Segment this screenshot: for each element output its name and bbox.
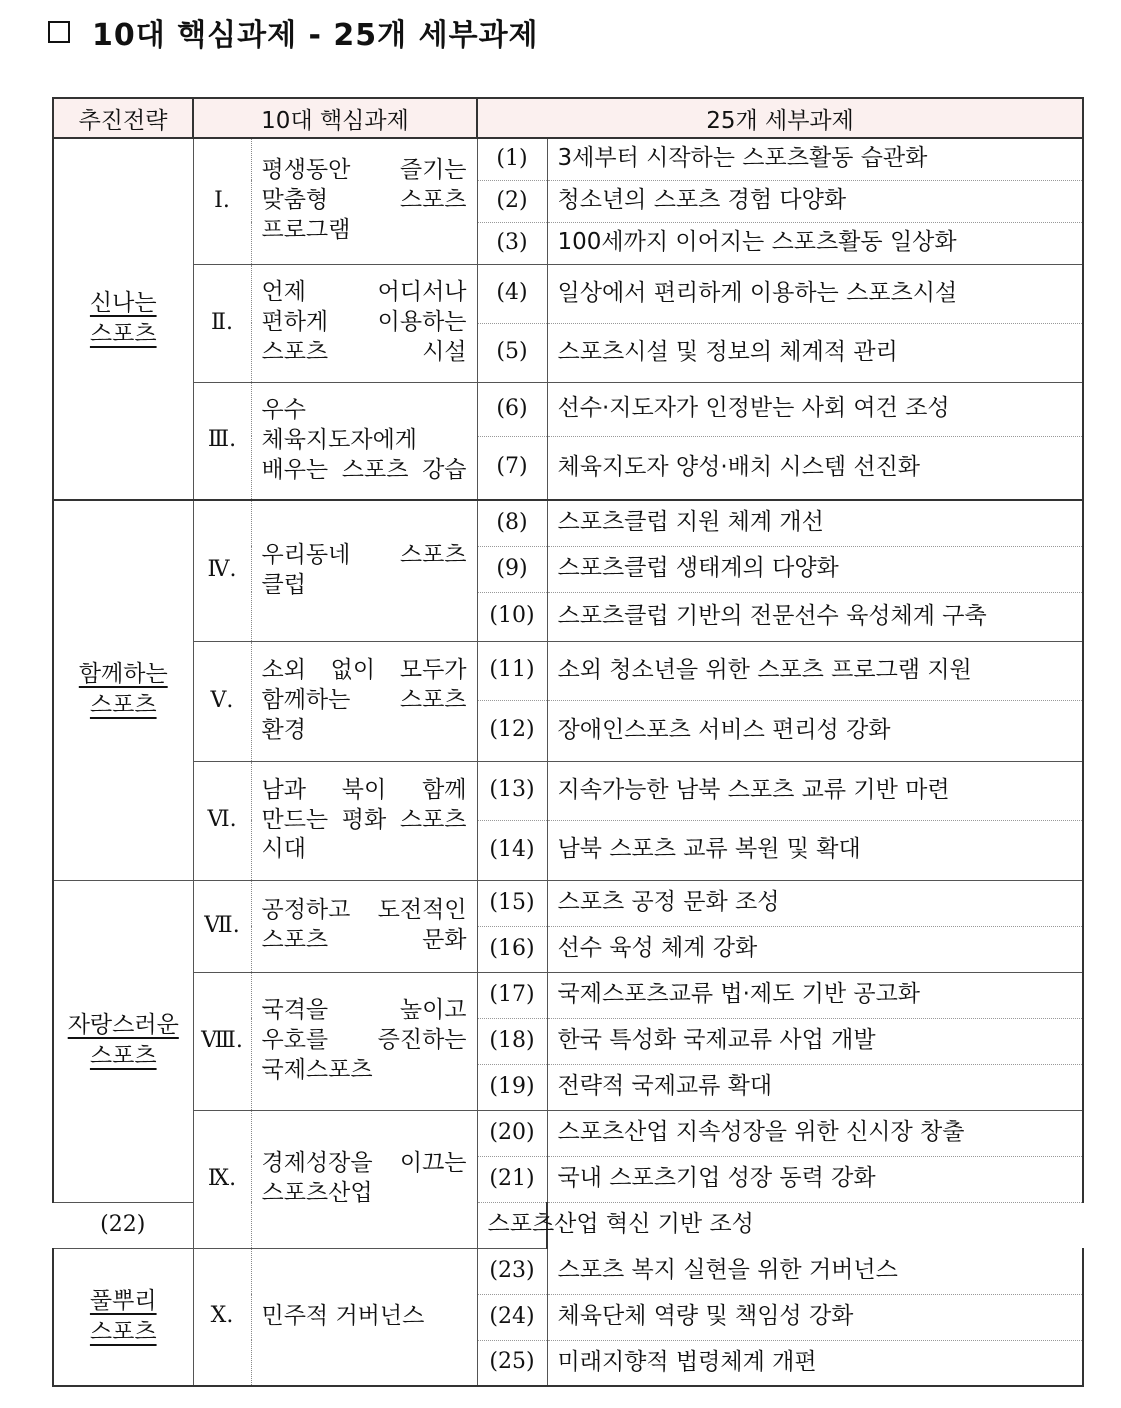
header-sub: 25개 세부과제 [477, 98, 1083, 138]
sub-num: (2) [477, 180, 547, 222]
sub-num: (13) [477, 761, 547, 820]
sub-num: (10) [477, 592, 547, 641]
sub-task: 소외 청소년을 위한 스포츠 프로그램 지원 [547, 641, 1083, 700]
sub-task: 스포츠 공정 문화 조성 [547, 880, 1083, 926]
sub-task: 100세까지 이어지는 스포츠활동 일상화 [547, 222, 1083, 264]
core-numeral: Ⅰ. [193, 138, 251, 264]
page-title [48, 12, 539, 52]
sub-task: 스포츠클럽 지원 체계 개선 [547, 500, 1083, 546]
strategy-label: 함께하는 스포츠 [78, 661, 168, 719]
table-row [53, 264, 1083, 323]
sub-num: (16) [477, 926, 547, 972]
sub-num: (3) [477, 222, 547, 264]
sub-task: 3세부터 시작하는 스포츠활동 습관화 [547, 138, 1083, 180]
core-task: 공정하고 도전적인 스포츠 문화 [251, 880, 477, 972]
table-row [53, 880, 1083, 926]
core-task: 남과 북이 함께 만드는 평화 스포츠 시대 [251, 761, 477, 880]
sub-num: (22) [53, 1202, 193, 1248]
sub-task: 스포츠클럽 기반의 전문선수 육성체계 구축 [547, 592, 1083, 641]
table-row [53, 972, 1083, 1018]
sub-task: 장애인스포츠 서비스 편리성 강화 [547, 700, 1083, 761]
sub-num: (4) [477, 264, 547, 323]
header-core: 10대 핵심과제 [193, 98, 477, 138]
sub-num: (11) [477, 641, 547, 700]
core-task: 언제 어디서나 편하게 이용하는 스포츠 시설 [251, 264, 477, 382]
sub-num: (20) [477, 1110, 547, 1156]
header-row [53, 98, 1083, 138]
sub-num: (25) [477, 1340, 547, 1386]
core-numeral: Ⅸ. [193, 1110, 251, 1248]
sub-task: 스포츠산업 지속성장을 위한 신시장 창출 [547, 1110, 1083, 1156]
core-numeral: Ⅹ. [193, 1248, 251, 1386]
sub-task: 국제스포츠교류 법·제도 기반 공고화 [547, 972, 1083, 1018]
core-task: 국격을 높이고 우호를 증진하는 국제스포츠 [251, 972, 477, 1110]
sub-num: (19) [477, 1064, 547, 1110]
table-row [53, 382, 1083, 436]
strategy-label: 풀뿌리 스포츠 [89, 1287, 157, 1345]
strategy-cell [53, 1248, 193, 1386]
core-numeral: Ⅱ. [193, 264, 251, 382]
sub-num: (23) [477, 1248, 547, 1294]
sub-task: 체육지도자 양성·배치 시스템 선진화 [547, 436, 1083, 500]
core-numeral: Ⅵ. [193, 761, 251, 880]
sub-task: 남북 스포츠 교류 복원 및 확대 [547, 820, 1083, 880]
title-text: 10대 핵심과제 - 25개 세부과제 [92, 18, 539, 53]
sub-task: 스포츠클럽 생태계의 다양화 [547, 546, 1083, 592]
core-numeral: Ⅲ. [193, 382, 251, 500]
core-task: 평생동안 즐기는 맞춤형 스포츠 프로그램 [251, 138, 477, 264]
table-row [53, 641, 1083, 700]
core-task: 소외 없이 모두가 함께하는 스포츠 환경 [251, 641, 477, 761]
strategy-cell [53, 880, 193, 1202]
sub-task: 일상에서 편리하게 이용하는 스포츠시설 [547, 264, 1083, 323]
core-numeral: Ⅷ. [193, 972, 251, 1110]
core-numeral: Ⅶ. [193, 880, 251, 972]
core-task: 민주적 거버넌스 [251, 1248, 477, 1386]
core-numeral: Ⅳ. [193, 500, 251, 641]
core-task: 우리동네 스포츠 클럽 [251, 500, 477, 641]
header-strategy: 추진전략 [53, 98, 193, 138]
sub-num: (1) [477, 138, 547, 180]
core-task: 경제성장을 이끄는 스포츠산업 [251, 1110, 477, 1248]
sub-task: 스포츠시설 및 정보의 체계적 관리 [547, 323, 1083, 382]
sub-num: (8) [477, 500, 547, 546]
sub-num: (5) [477, 323, 547, 382]
sub-task: 지속가능한 남북 스포츠 교류 기반 마련 [547, 761, 1083, 820]
tasks-table [52, 97, 1084, 1387]
sub-task: 선수·지도자가 인정받는 사회 여건 조성 [547, 382, 1083, 436]
sub-task: 미래지향적 법령체계 개편 [547, 1340, 1083, 1386]
sub-task: 선수 육성 체계 강화 [547, 926, 1083, 972]
core-numeral: Ⅴ. [193, 641, 251, 761]
table-row [53, 1248, 1083, 1294]
table-row [53, 138, 1083, 180]
sub-num: (21) [477, 1156, 547, 1202]
strategy-label: 자랑스러운 스포츠 [67, 1011, 179, 1069]
sub-task: 한국 특성화 국제교류 사업 개발 [547, 1018, 1083, 1064]
sub-num: (12) [477, 700, 547, 761]
sub-num: (15) [477, 880, 547, 926]
strategy-label: 신나는 스포츠 [89, 289, 157, 347]
strategy-cell [53, 138, 193, 500]
sub-num: (7) [477, 436, 547, 500]
sub-task: 청소년의 스포츠 경험 다양화 [547, 180, 1083, 222]
strategy-cell [53, 500, 193, 880]
sub-task: 전략적 국제교류 확대 [547, 1064, 1083, 1110]
sub-task: 체육단체 역량 및 책임성 강화 [547, 1294, 1083, 1340]
sub-num: (18) [477, 1018, 547, 1064]
core-task: 우수 체육지도자에게 배우는 스포츠 강습 [251, 382, 477, 500]
sub-num: (14) [477, 820, 547, 880]
sub-num: (9) [477, 546, 547, 592]
table-row [53, 1110, 1083, 1156]
table-row [53, 500, 1083, 546]
sub-num: (17) [477, 972, 547, 1018]
sub-num: (6) [477, 382, 547, 436]
sub-task: 국내 스포츠기업 성장 동력 강화 [547, 1156, 1083, 1202]
sub-task: 스포츠산업 혁신 기반 조성 [477, 1202, 547, 1248]
sub-num: (24) [477, 1294, 547, 1340]
checkbox-icon [48, 21, 70, 43]
table-row [53, 761, 1083, 820]
sub-task: 스포츠 복지 실현을 위한 거버넌스 [547, 1248, 1083, 1294]
